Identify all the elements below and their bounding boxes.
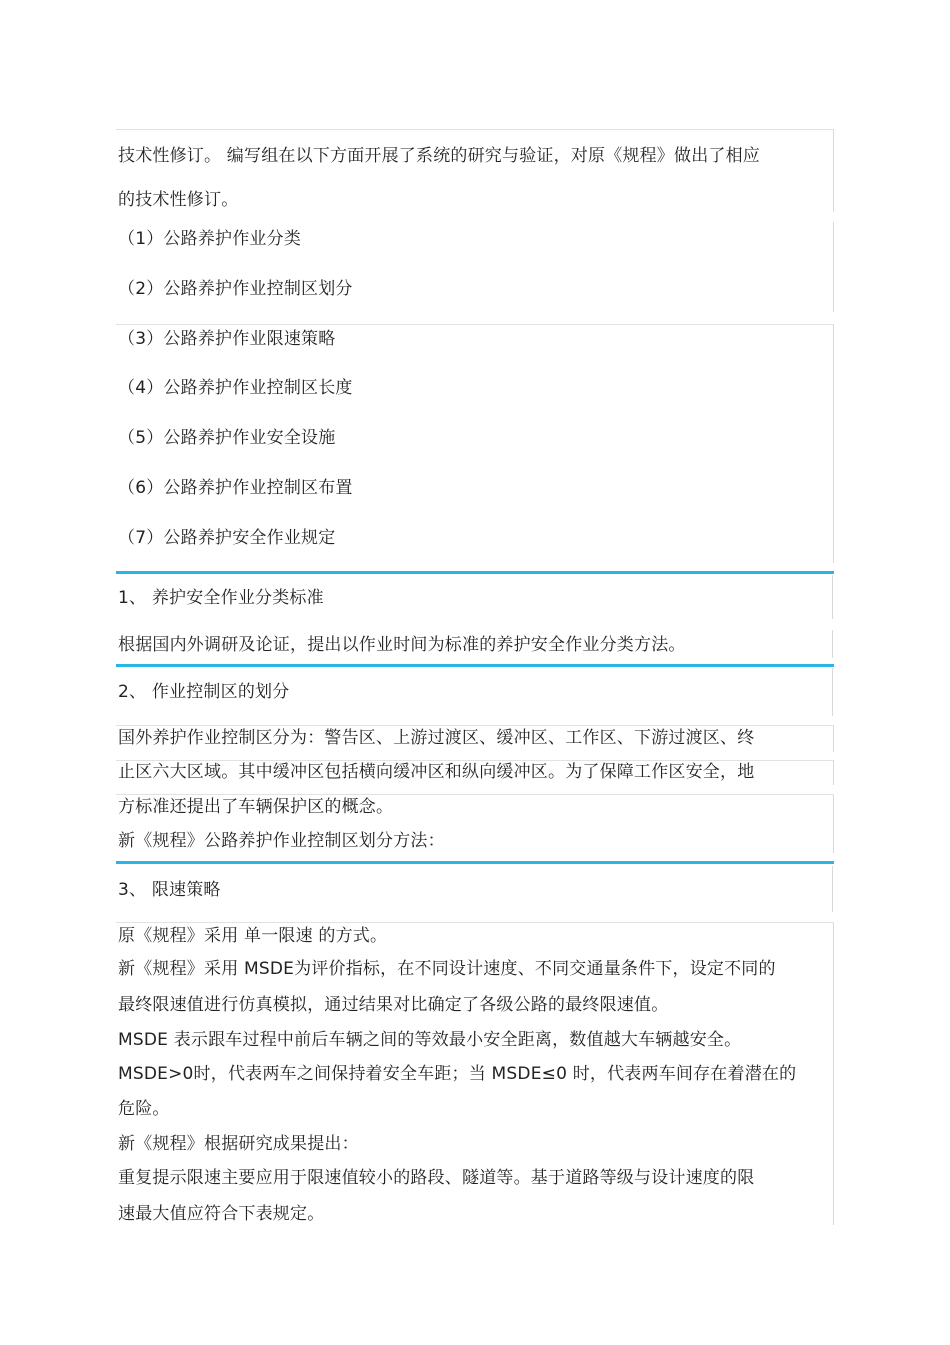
section-2-body-line-1: 国外养护作业控制区分为：警告区、上游过渡区、缓冲区、工作区、下游过渡区、终 [118, 728, 755, 748]
section-3-body-line-6: 危险。 [118, 1099, 170, 1119]
list-item-2: （2）公路养护作业控制区划分 [118, 279, 353, 299]
section-2-title: 2、 作业控制区的划分 [118, 682, 290, 702]
border-line [832, 668, 833, 716]
list-item-7: （7）公路养护安全作业规定 [118, 528, 336, 548]
border-line [832, 866, 833, 912]
border-line [832, 575, 833, 619]
section-rule [116, 571, 834, 574]
section-1-title: 1、 养护安全作业分类标准 [118, 588, 324, 608]
list-item-1: （1）公路养护作业分类 [118, 229, 302, 249]
section-2-body-line-2: 止区六大区域。其中缓冲区包括横向缓冲区和纵向缓冲区。为了保障工作区安全，地 [118, 762, 755, 782]
section-rule [116, 861, 834, 864]
section-3-body-line-5: MSDE>0时，代表两车之间保持着安全车距；当 MSDE≤0 时，代表两车间存在着潜在的 [118, 1064, 797, 1084]
list-item-4: （4）公路养护作业控制区长度 [118, 378, 353, 398]
section-1-body: 根据国内外调研及论证，提出以作业时间为标准的养护安全作业分类方法。 [118, 635, 686, 655]
section-2-body-line-3: 方标准还提出了车辆保护区的概念。 [118, 797, 394, 817]
section-2-body-line-4: 新《规程》公路养护作业控制区划分方法： [118, 831, 445, 851]
section-rule [116, 664, 834, 667]
section-3-body-line-4: MSDE 表示跟车过程中前后车辆之间的等效最小安全距离，数值越大车辆越安全。 [118, 1030, 742, 1050]
intro-line-2: 的技术性修订。 [118, 190, 239, 210]
border-line [832, 630, 833, 658]
list-item-3: （3）公路养护作业限速策略 [118, 329, 336, 349]
list-item-6: （6）公路养护作业控制区布置 [118, 478, 353, 498]
section-3-body-line-3: 最终限速值进行仿真模拟，通过结果对比确定了各级公路的最终限速值。 [118, 995, 669, 1015]
section-3-body-line-8: 重复提示限速主要应用于限速值较小的路段、隧道等。基于道路等级与设计速度的限 [118, 1168, 755, 1188]
section-3-body-line-9: 速最大值应符合下表规定。 [118, 1204, 325, 1224]
section-3-body-line-7: 新《规程》根据研究成果提出： [118, 1134, 359, 1154]
section-3-title: 3、 限速策略 [118, 880, 221, 900]
section-3-body-line-1: 原《规程》采用 单一限速 的方式。 [118, 926, 388, 946]
section-3-body-line-2: 新《规程》采用 MSDE为评价指标，在不同设计速度、不同交通量条件下，设定不同的 [118, 959, 776, 979]
list-item-5: （5）公路养护作业安全设施 [118, 428, 336, 448]
intro-line-1: 技术性修订。 编写组在以下方面开展了系统的研究与验证，对原《规程》做出了相应 [118, 146, 761, 166]
